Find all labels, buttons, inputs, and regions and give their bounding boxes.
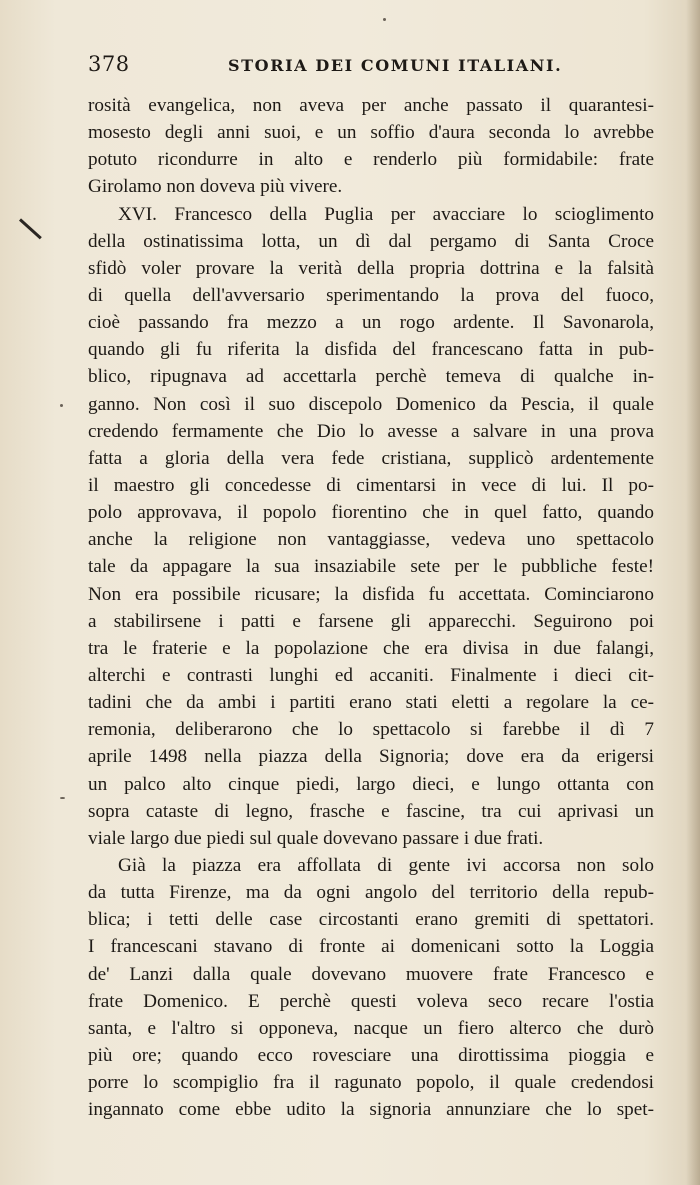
text-line: santa, e l'altro si opponeva, nacque un fiero alterco che durò — [88, 1017, 654, 1039]
text-line: da tutta Firenze, ma da ogni angolo del territorio della repub- — [88, 882, 654, 904]
text-line: quando gli fu riferita la disfida del francescano fatta in pub- — [88, 339, 654, 361]
text-line: sopra cataste di legno, frasche e fascine, tra cui aprivasi un — [88, 800, 654, 822]
text-line: aprile 1498 nella piazza della Signoria; dove era da erigersi — [88, 746, 654, 768]
page-header — [88, 52, 654, 80]
text-line: blica; i tetti delle case circostanti erano gremiti di spettatori. — [88, 909, 654, 931]
text-line: ingannato come ebbe udito la signoria annunziare che lo spet- — [88, 1099, 654, 1121]
text-line: polo approvava, il popolo fiorentino che in quel fatto, quando — [88, 502, 654, 524]
text-line: frate Domenico. E perchè questi voleva seco recare l'ostia — [88, 990, 654, 1012]
text-line: fatta a gloria della vera fede cristiana, supplicò ardentemente — [88, 447, 654, 469]
text-line: tra le fraterie e la popolazione che era divisa in due falangi, — [88, 637, 654, 659]
text-line: mosesto degli anni suoi, e un soffio d'aura seconda lo avrebbe — [88, 122, 654, 144]
text-line: porre lo scompiglio fra il ragunato popolo, il quale credendosi — [88, 1072, 654, 1094]
text-line: il maestro gli concedesse di cimentarsi in vece di lui. Il po- — [88, 474, 654, 496]
text-line: viale largo due piedi sul quale dovevano passare i due frati. — [88, 827, 544, 849]
text-line: de' Lanzi dalla quale dovevano muovere frate Francesco e — [88, 963, 654, 985]
body-text — [88, 92, 654, 1123]
text-line: anche la religione non vantaggiasse, vedeva uno spettacolo — [88, 529, 654, 551]
text-line: un palco alto cinque piedi, largo dieci, e lungo ottanta con — [88, 773, 654, 795]
text-line: più ore; quando ecco rovesciare una dirottissima pioggia e — [88, 1044, 654, 1066]
text-line: I francescani stavano di fronte ai domenicani sotto la Loggia — [88, 936, 654, 958]
text-line: alterchi e contrasti lunghi ed accaniti. Finalmente i dieci cit- — [88, 664, 654, 686]
text-line: sfidò voler provare la verità della propria dottrina e la falsità — [88, 257, 654, 279]
speck-mark — [60, 797, 65, 799]
page-edge-shadow — [686, 0, 700, 1185]
text-line: a stabilirsene i patti e farsene gli apparecchi. Seguirono poi — [88, 610, 654, 632]
text-line: XVI. Francesco della Puglia per avacciare lo scioglimento — [118, 203, 654, 225]
text-line: Già la piazza era affollata di gente ivi accorsa non solo — [118, 854, 654, 876]
text-line: di quella dell'avversario sperimentando la prova del fuoco, — [88, 284, 654, 306]
text-line: rosità evangelica, non aveva per anche passato il quarantesi- — [88, 95, 654, 116]
page-number: 378 — [88, 52, 130, 76]
speck-mark — [383, 18, 386, 21]
text-line: Non era possibile ricusare; la disfida fu accettata. Cominciarono — [88, 583, 654, 605]
text-line: remonia, deliberarono che lo spettacolo si farebbe il dì 7 — [88, 719, 654, 741]
text-line: tadini che da ambi i partiti erano stati eletti a regolare la ce- — [88, 692, 654, 714]
text-line: della ostinatissima lotta, un dì dal pergamo di Santa Croce — [88, 230, 654, 252]
text-line: potuto ricondurre in alto e renderlo più formidabile: frate — [88, 149, 654, 171]
text-line: credendo fermamente che Dio lo avesse a salvare in una prova — [88, 420, 654, 442]
running-title: STORIA DEI COMUNI ITALIANI. — [228, 56, 563, 75]
text-line: Girolamo non doveva più vivere. — [88, 176, 343, 198]
margin-pencil-mark — [19, 218, 42, 239]
text-line: ganno. Non così il suo discepolo Domenico da Pescia, il quale — [88, 393, 654, 415]
text-line: cioè passando fra mezzo a un rogo ardente. Il Savonarola, — [88, 312, 654, 334]
speck-mark — [60, 404, 63, 407]
text-line: blico, ripugnava ad accettarla perchè temeva di qualche in- — [88, 366, 654, 388]
text-line: tale da appagare la sua insaziabile sete per le pubbliche feste! — [88, 556, 654, 578]
